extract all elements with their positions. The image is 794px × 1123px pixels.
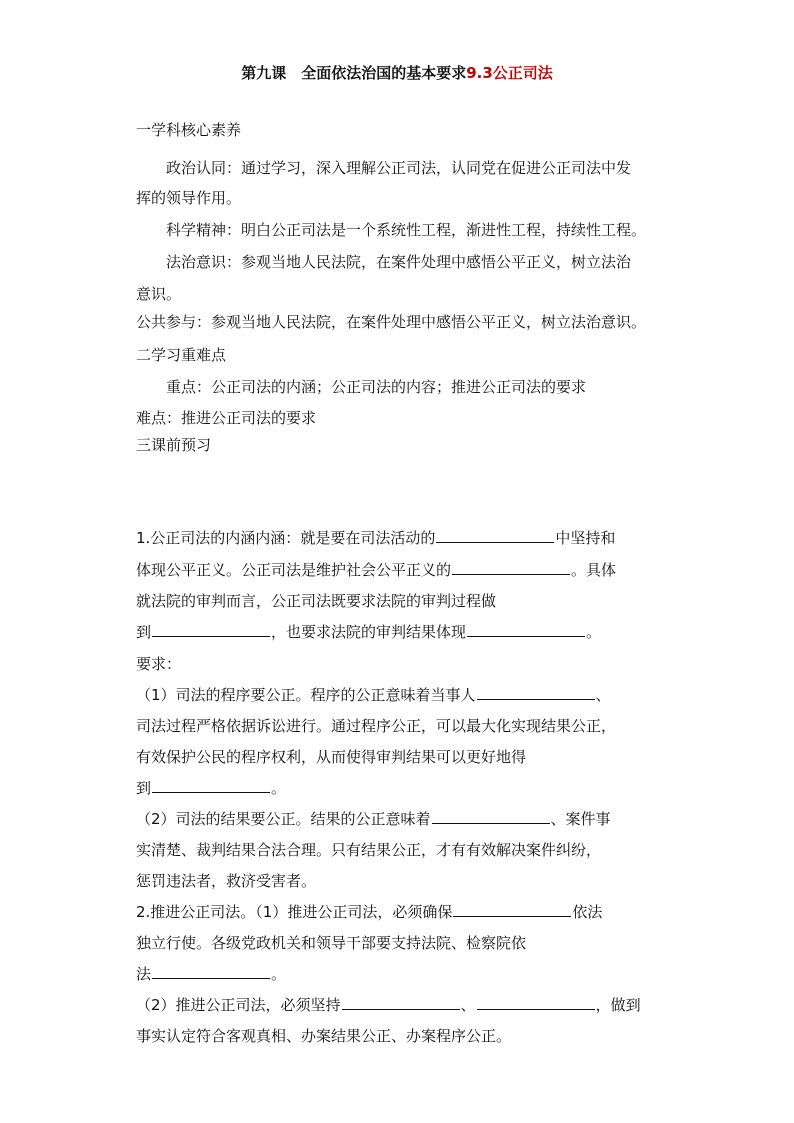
political-identity-line1: 政治认同：通过学习，深入理解公正司法，认同党在促进公正司法中发 [166, 159, 632, 177]
q1-procedure-line-a: （1）司法的程序要公正。程序的公正意味着当事人 、 [136, 686, 611, 704]
section-heading-core-literacy: 一学科核心素养 [136, 121, 242, 139]
fill-blank[interactable] [152, 622, 270, 637]
q1-procedure-line-b: 司法过程严格依据诉讼进行。通过程序公正，可以最大化实现结果公正， [136, 717, 617, 735]
q2-line-a: 2.推进公正司法。（1）推进公正司法，必须确保 依法 [136, 903, 603, 921]
legal-awareness-line1: 法治意识：参观当地人民法院，在案件处理中感悟公平正义，树立法治 [166, 253, 632, 271]
section-heading-preview: 三课前预习 [136, 436, 212, 454]
q1-procedure-line-d: 到 。 [136, 779, 287, 797]
difficult-point-line: 难点：推进公正司法的要求 [136, 409, 317, 427]
q2-line-c: 法 。 [136, 965, 287, 983]
q1-result-line-c: 惩罚违法者，救济受害者。 [136, 872, 317, 890]
fill-blank[interactable] [432, 809, 550, 824]
q1-line-d: 到 ，也要求法院的审判结果体现 。 [136, 623, 602, 641]
public-participation-line: 公共参与：参观当地人民法院，在案件处理中感悟公平正义，树立法治意识。 [136, 313, 647, 331]
fill-blank[interactable] [477, 685, 595, 700]
fill-blank[interactable] [477, 995, 595, 1010]
q1-result-line-a: （2）司法的结果要公正。结果的公正意味着 、案件事 [136, 810, 611, 828]
fill-blank[interactable] [452, 560, 570, 575]
q1-line-a: 1.公正司法的内涵内涵：就是要在司法活动的 中坚持和 [136, 529, 616, 547]
legal-awareness-line2: 意识。 [136, 285, 182, 303]
fill-blank[interactable] [453, 902, 571, 917]
key-point-line: 重点：公正司法的内涵；公正司法的内容；推进公正司法的要求 [166, 378, 587, 396]
q1-procedure-line-c: 有效保护公民的程序权利，从而使得审判结果可以更好地得 [136, 748, 527, 766]
q1-line-c: 就法院的审判而言，公正司法既要求法院的审判过程做 [136, 592, 497, 610]
page-title [0, 62, 794, 83]
q2-line-e: 事实认定符合客观真相、办案结果公正、办案程序公正。 [136, 1027, 512, 1045]
fill-blank[interactable] [436, 528, 554, 543]
fill-blank[interactable] [342, 995, 460, 1010]
section-heading-key-points: 二学习重难点 [136, 346, 227, 364]
q2-line-d: （2）推进公正司法，必须坚持 、 ，做到 [136, 996, 641, 1014]
q1-line-b: 体现公平正义。公正司法是维护社会公平正义的 。具体 [136, 561, 617, 579]
fill-blank[interactable] [467, 622, 585, 637]
title-main: 第九课 全面依法治国的基本要求 [241, 64, 467, 82]
title-highlight: 9.3公正司法 [466, 64, 553, 82]
political-identity-line2: 挥的领导作用。 [136, 189, 242, 207]
q2-line-b: 独立行使。各级党政机关和领导干部要支持法院、检察院依 [136, 934, 527, 952]
requirements-label: 要求： [136, 655, 182, 673]
scientific-spirit-line: 科学精神：明白公正司法是一个系统性工程，渐进性工程，持续性工程。 [166, 221, 647, 239]
fill-blank[interactable] [152, 964, 270, 979]
q1-result-line-b: 实清楚、裁判结果合法合理。只有结果公正，才有有效解决案件纠纷， [136, 841, 602, 859]
fill-blank[interactable] [152, 778, 270, 793]
